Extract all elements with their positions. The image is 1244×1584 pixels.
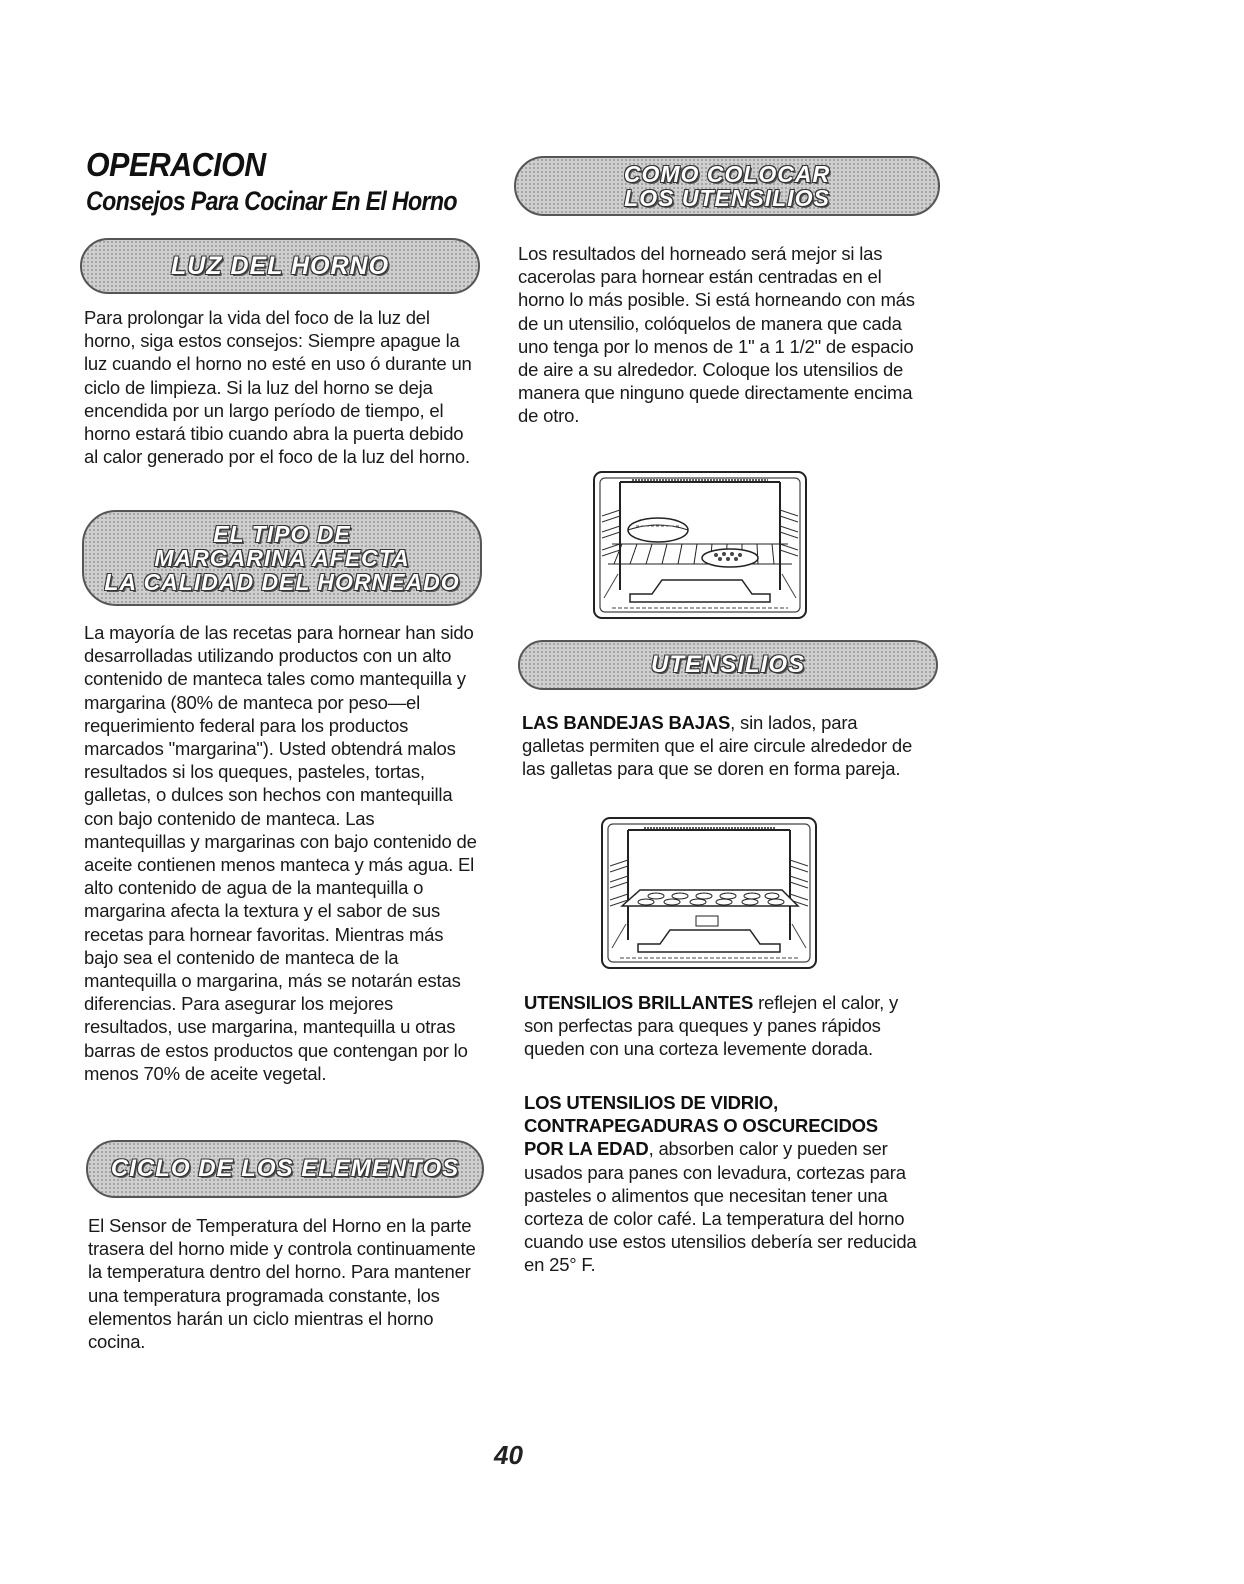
page-number: 40	[494, 1440, 523, 1470]
glass-heading: LOS UTENSILIOS DE VIDRIO, CONTRAPEGADURAS O OSCURECIDOS POR LA EDAD	[524, 1092, 878, 1160]
element-cycle-text: El Sensor de Temperatura del Horno en la parte trasera del horno mide y controla continuamente la temperatura dentro del horno. Para mantener una temperatura programada constante, los elementos harán un ciclo mientras el horno cocina.	[88, 1215, 476, 1353]
banner-oven-light	[80, 238, 480, 294]
banner-placing-pans-line1: COMO COLOCAR	[623, 160, 831, 187]
oven-two-pans-illustration	[592, 470, 808, 620]
flat-trays-heading: LAS BANDEJAS BAJAS	[522, 712, 731, 733]
banner-element-cycle	[86, 1140, 484, 1198]
utensils-shiny-text	[524, 991, 920, 1061]
page-title: OPERACION	[86, 146, 266, 183]
banner-margarine-line3: LA CALIDAD DEL HORNEADO	[104, 569, 460, 596]
margarine-text: La mayoría de las recetas para hornear han sido desarrolladas utilizando productos con un alto contenido de manteca tales como mantequilla y margarina (80% de manteca por peso—el requerimiento federal para los productos marcados "margarina"). Usted obtendrá malos resultados si los queques, pasteles, tortas, galletas, o dulces son hechos con mantequilla con bajo contenido de manteca. Las mantequillas y margarinas con bajo contenido de aceite contienen menos manteca y más agua. El alto contenido de agua de la mantequilla o margarina afecta la textura y el sabor de sus recetas para hornear favoritas. Mientras más bajo sea el contenido de manteca de la mantequilla o margarina, más se notarán estas diferencias. Para asegurar los mejores resultados, use margarina, mantequilla u otras barras de estos productos que contengan por lo menos 70% de aceite vegetal.	[84, 622, 477, 1084]
banner-placing-pans-line2: LOS UTENSILIOS	[624, 185, 830, 211]
shiny-heading: UTENSILIOS BRILLANTES	[524, 992, 754, 1013]
banner-element-cycle-label: CICLO DE LOS ELEMENTOS	[110, 1155, 460, 1183]
page-subtitle: Consejos Para Cocinar En El Horno	[86, 186, 457, 216]
placing-pans-text: Los resultados del horneado será mejor si las cacerolas para hornear están centradas en el horno lo más posible. Si está horneando con más de un utensilio, colóquelos de manera que cada uno tenga por lo menos de 1" a 1 1/2" de espacio de aire a su alrededor. Coloque los utensilios de manera que ninguno quede directamente encima de otro.	[518, 243, 915, 427]
banner-utensils	[518, 640, 938, 690]
oven-cookie-sheet-illustration	[600, 816, 818, 970]
glass-body: , absorben calor y pueden ser usados para panes con levadura, cortezas para pasteles o alimentos que necesitan tener una corteza de color café. La temperatura del horno cuando use estos utensilios debería ser reducida en 25° F.	[524, 1138, 917, 1276]
banner-margarine	[82, 510, 482, 606]
banner-margarine-line2: MARGARINA AFECTA	[154, 544, 410, 571]
banner-oven-light-label: LUZ DEL HORNO	[170, 251, 390, 280]
banner-margarine-line1: EL TIPO DE	[213, 520, 351, 547]
utensils-glass-text	[524, 1091, 920, 1277]
oven-light-text: Para prolongar la vida del foco de la luz del horno, siga estos consejos: Siempre apague la luz cuando el horno no esté en uso ó durante un ciclo de limpieza. Si la luz del horno se deja encendida por un largo período de tiempo, el horno estará tibio cuando abra la puerta debido al calor generado por el foco de la luz del horno.	[84, 307, 472, 468]
banner-utensils-label: UTENSILIOS	[650, 651, 805, 679]
shiny-body: reflejen el calor, y son perfectas para queques y panes rápidos queden con una corteza levemente dorada.	[524, 992, 899, 1060]
flat-trays-body: , sin lados, para galletas permiten que el aire circule alrededor de las galletas para que se doren en forma pareja.	[522, 712, 913, 780]
utensils-flat-trays-text	[522, 711, 920, 781]
banner-placing-pans	[514, 156, 940, 216]
